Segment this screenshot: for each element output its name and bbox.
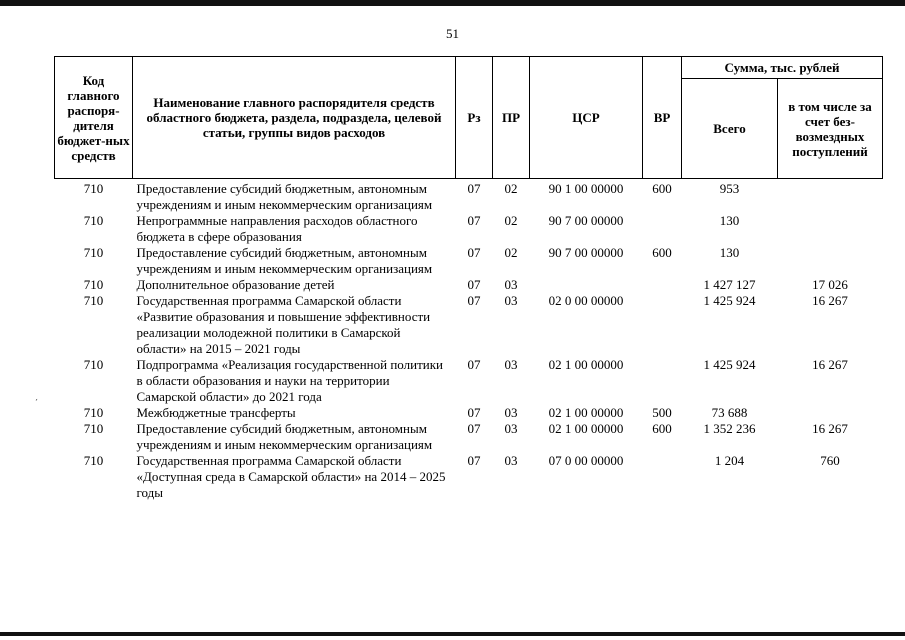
cell-rz: 07 — [467, 293, 481, 308]
cell-code: 710 — [83, 181, 104, 196]
cell-rz: 07 — [467, 181, 481, 196]
header-name: Наименование главного распорядителя средств областного бюджета, раздела, подраздела, целевой статьи, группы видов расходов — [133, 57, 456, 179]
cell-name: Межбюджетные трансферты — [136, 405, 296, 420]
cell-code: 710 — [83, 213, 104, 228]
header-csr: ЦСР — [530, 57, 643, 179]
cell-code: 710 — [83, 421, 104, 436]
cell-csr: 90 7 00 00000 — [548, 213, 624, 228]
cell-pr: 03 — [504, 421, 518, 436]
cell-total: 1 425 924 — [703, 293, 756, 308]
cell-total: 130 — [719, 245, 740, 260]
cell-total: 130 — [719, 213, 740, 228]
cell-vr: 600 — [652, 421, 672, 436]
cell-vr — [643, 453, 682, 501]
header-code: Код главного распоря-дителя бюджет-ных средств — [55, 57, 133, 179]
cell-rz: 07 — [467, 213, 481, 228]
cell-grant: 16 267 — [812, 293, 848, 308]
cell-csr: 90 7 00 00000 — [548, 245, 624, 260]
table-row — [55, 245, 883, 277]
cell-pr: 03 — [504, 357, 518, 372]
cell-csr: 02 1 00 00000 — [548, 405, 624, 420]
bottom-rule — [0, 632, 905, 636]
cell-csr: 02 0 00 00000 — [548, 293, 624, 308]
cell-name: Государственная программа Самарской области «Развитие образования и повышение эффективности реализации молодежной политики в Самарской области» на 2015 – 2021 годы — [136, 293, 431, 356]
cell-grant — [778, 245, 883, 277]
budget-table — [54, 56, 883, 501]
cell-grant: 17 026 — [812, 277, 848, 292]
table-row — [55, 405, 883, 421]
cell-grant: 16 267 — [812, 421, 848, 436]
table-row — [55, 357, 883, 405]
cell-grant: 16 267 — [812, 357, 848, 372]
cell-grant: 760 — [820, 453, 840, 468]
cell-vr: 600 — [652, 245, 672, 260]
cell-rz: 07 — [467, 405, 481, 420]
cell-name: Дополнительное образование детей — [136, 277, 335, 292]
cell-code: 710 — [83, 293, 104, 308]
cell-name: Подпрограмма «Реализация государственной политики в области образования и науки на территории Самарской области» до 2021 года — [136, 357, 443, 404]
cell-name: Предоставление субсидий бюджетным, автономным учреждениям и иным некоммерческим организациям — [136, 421, 433, 452]
cell-vr — [643, 213, 682, 245]
cell-total: 953 — [719, 181, 740, 196]
cell-pr: 03 — [504, 277, 518, 292]
cell-pr: 03 — [504, 453, 518, 468]
cell-vr — [643, 293, 682, 357]
cell-vr: 600 — [652, 181, 672, 196]
cell-code: 710 — [83, 405, 104, 420]
cell-csr: 07 0 00 00000 — [548, 453, 624, 468]
cell-total: 1 204 — [714, 453, 745, 468]
cell-code: 710 — [83, 277, 104, 292]
cell-rz: 07 — [467, 453, 481, 468]
cell-csr: 02 1 00 00000 — [548, 421, 624, 436]
cell-rz: 07 — [467, 277, 481, 292]
cell-name: Предоставление субсидий бюджетным, автономным учреждениям и иным некоммерческим организациям — [136, 245, 433, 276]
table-row — [55, 179, 883, 214]
cell-pr: 02 — [504, 181, 518, 196]
cell-pr: 03 — [504, 293, 518, 308]
cell-grant — [778, 179, 883, 214]
cell-vr — [643, 277, 682, 293]
cell-csr: 90 1 00 00000 — [548, 181, 624, 196]
table-row — [55, 277, 883, 293]
table-row — [55, 293, 883, 357]
stray-mark: ´ — [34, 397, 42, 410]
cell-code: 710 — [83, 453, 104, 468]
cell-pr: 02 — [504, 213, 518, 228]
cell-code: 710 — [83, 245, 104, 260]
table-row — [55, 421, 883, 453]
cell-total: 1 427 127 — [703, 277, 756, 292]
cell-grant — [778, 213, 883, 245]
page-number: 51 — [446, 26, 459, 41]
header-sum: Сумма, тыс. рублей — [682, 57, 883, 79]
header-vr: ВР — [643, 57, 682, 179]
top-rule — [0, 0, 905, 6]
cell-csr: 02 1 00 00000 — [548, 357, 624, 372]
cell-csr — [530, 277, 643, 293]
header-rz: Рз — [456, 57, 493, 179]
cell-total: 1 425 924 — [703, 357, 756, 372]
cell-name: Государственная программа Самарской области «Доступная среда в Самарской области» на 2014 – 2025 годы — [136, 453, 446, 500]
cell-total: 73 688 — [711, 405, 748, 420]
cell-vr: 500 — [652, 405, 672, 420]
cell-rz: 07 — [467, 421, 481, 436]
cell-pr: 02 — [504, 245, 518, 260]
cell-grant — [778, 405, 883, 421]
cell-name: Предоставление субсидий бюджетным, автономным учреждениям и иным некоммерческим организациям — [136, 181, 433, 212]
header-total: Всего — [682, 79, 778, 179]
header-pr: ПР — [493, 57, 530, 179]
cell-pr: 03 — [504, 405, 518, 420]
header-grant: в том числе за счет без-возмездных поступлений — [778, 79, 883, 179]
cell-total: 1 352 236 — [703, 421, 756, 436]
table-row — [55, 453, 883, 501]
cell-vr — [643, 357, 682, 405]
cell-name: Непрограммные направления расходов областного бюджета в сфере образования — [136, 213, 418, 244]
cell-code: 710 — [83, 357, 104, 372]
table-row — [55, 213, 883, 245]
cell-rz: 07 — [467, 245, 481, 260]
cell-rz: 07 — [467, 357, 481, 372]
